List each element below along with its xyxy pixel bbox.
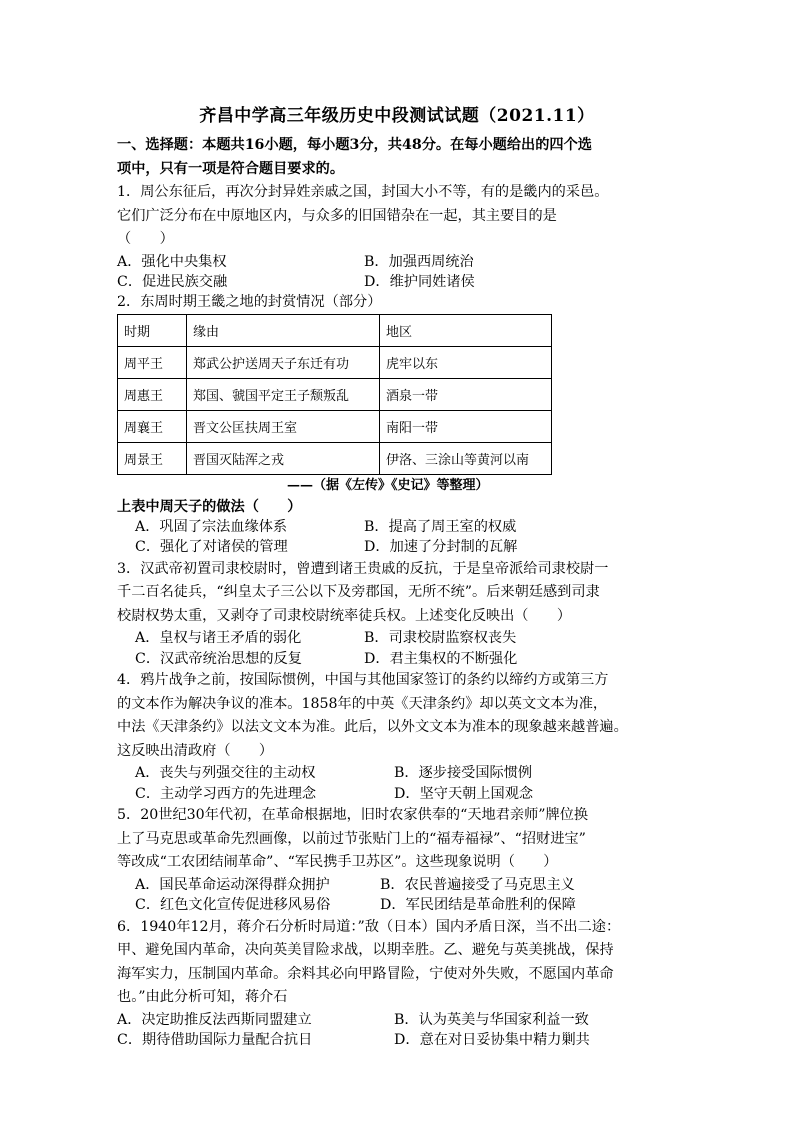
question-stem: 的文本作为解决争议的准本。1858年的中英《天津条约》却以英文文本为准， — [117, 695, 608, 712]
question-1 — [117, 181, 677, 293]
options — [117, 875, 677, 916]
option-a: A．决定助推反法西斯同盟建立 — [117, 1011, 312, 1028]
option-a: A．丧失与列强交往的主动权 — [135, 765, 316, 781]
options — [117, 628, 677, 669]
question-stem: 1．周公东征后，再次分封异姓亲戚之国，封国大小不等，有的是畿内的采邑。 — [117, 184, 609, 200]
table-cell: 周景王 — [118, 442, 187, 474]
question-5 — [117, 804, 677, 916]
option-b: B．提高了周王室的权威 — [364, 518, 517, 535]
question-4 — [117, 669, 677, 804]
question-stem: 4．鸦片战争之前，按国际惯例，中国与其他国家签订的条约以缔约方或第三方 — [117, 672, 609, 688]
table-row — [118, 346, 552, 378]
option-a: A．皇权与诸王矛盾的弱化 — [135, 630, 302, 646]
option-d: D．君主集权的不断强化 — [364, 650, 518, 667]
question-stem: 海军实力，压制国内革命。余料其必向甲路冒险，宁使对外失败，不愿国内革命 — [117, 965, 614, 982]
table-row — [118, 442, 552, 474]
exam-title: 齐昌中学高三年级历史中段测试试题（2021.11） — [199, 106, 595, 126]
option-c: C．主动学习西方的先进理念 — [135, 785, 317, 802]
question-stem: 千二百名徒兵，“纠皇太子三公以下及旁郡国，无所不统”。后来朝廷感到司隶 — [117, 584, 600, 600]
table-cell: 虎牢以东 — [380, 346, 552, 378]
option-b: B．认为英美与华国家利益一致 — [394, 1011, 589, 1028]
table-cell: 晋文公匡扶周王室 — [187, 410, 380, 442]
option-c: C．促进民族交融 — [117, 274, 228, 290]
table-cell: 郑武公护送周天子东迁有功 — [187, 346, 380, 378]
section-heading-line: 项中，只有一项是符合题目要求的。 — [117, 160, 345, 177]
question-stem: 它们广泛分布在中原地区内，与众多的旧国错杂在一起，其主要目的是 — [117, 207, 557, 224]
table-cell: 酒泉一带 — [380, 378, 552, 410]
option-c: C．汉武帝统治思想的反复 — [135, 650, 302, 667]
question-stem: 等改成“工农团结闹革命”、“军民携手卫苏区”。这些现象说明（ ） — [117, 854, 558, 870]
question-stem: 这反映出清政府（ ） — [117, 742, 274, 759]
answer-blank: （ ） — [117, 231, 174, 247]
section-heading-line: 一、选择题：本题共16小题，每小题3分，共48分。在每小题给出的四个选 — [117, 137, 592, 153]
question-2 — [117, 293, 677, 558]
table-cell: 晋国灭陆浑之戎 — [187, 442, 380, 474]
option-d: D．坚守天朝上国观念 — [394, 785, 534, 802]
section-heading — [117, 134, 677, 181]
option-b: B．司隶校尉监察权丧失 — [364, 630, 517, 646]
option-c: C．红色文化宣传促进移风易俗 — [135, 897, 331, 913]
table-row — [118, 378, 552, 410]
table-cell: 周襄王 — [118, 410, 187, 442]
table-cell: 郑国、虢国平定王子颓叛乱 — [187, 378, 380, 410]
exam-page — [117, 104, 677, 1051]
question-stem: 上了马克思或革命先烈画像，以前过节张贴门上的“福寿福禄”、“招财进宝” — [117, 830, 586, 847]
option-a: A．巩固了宗法血缘体系 — [135, 518, 288, 535]
question-6 — [117, 916, 677, 1051]
table-source: ——（据《左传》《史记》等整理） — [287, 477, 489, 493]
option-a: A．国民革命运动深得群众拥护 — [135, 876, 330, 893]
table-header-row — [118, 314, 552, 346]
question-stem: 校尉权势太重，又剥夺了司隶校尉统率徒兵权。上述变化反映出（ ） — [117, 607, 572, 624]
table-header: 缘由 — [187, 314, 380, 346]
option-c: C．强化了对诸侯的管理 — [135, 539, 288, 555]
question-stem: 5．20世纪30年代初，在革命根据地，旧时农家供奉的“天地君亲师”牌位换 — [117, 807, 589, 823]
options — [117, 1010, 677, 1051]
option-c: C．期待借助国际力量配合抗日 — [117, 1032, 313, 1048]
option-b: B．逐步接受国际惯例 — [394, 765, 533, 781]
question-prompt: 上表中周天子的做法（ ） — [117, 498, 302, 515]
option-d: D．军民团结是革命胜利的保障 — [380, 897, 576, 913]
table-cell: 周平王 — [118, 346, 187, 378]
options — [117, 517, 677, 558]
question-stem: 中法《天津条约》以法文文本为准。此后，以外文文本为准本的现象越来越普遍。 — [117, 719, 628, 735]
table-cell: 南阳一带 — [380, 410, 552, 442]
question-stem: 2．东周时期王畿之地的封赏情况（部分） — [117, 293, 382, 310]
question-stem: 3．汉武帝初置司隶校尉时，曾遭到诸王贵戚的反抗，于是皇帝派给司隶校尉一 — [117, 560, 609, 577]
options — [117, 763, 677, 804]
option-b: B．加强西周统治 — [364, 253, 474, 270]
option-d: D．意在对日妥协集中精力剿共 — [394, 1032, 590, 1048]
table-cell: 周惠王 — [118, 378, 187, 410]
fief-table — [117, 314, 552, 475]
option-d: D．加速了分封制的瓦解 — [364, 539, 518, 555]
option-d: D．维护同姓诸侯 — [364, 274, 475, 290]
question-3 — [117, 558, 677, 670]
option-a: A．强化中央集权 — [117, 253, 227, 270]
question-stem: 也。”由此分析可知，蒋介石 — [117, 989, 288, 1005]
table-header: 地区 — [380, 314, 552, 346]
table-row — [118, 410, 552, 442]
table-cell: 伊洛、三涂山等黄河以南 — [380, 442, 552, 474]
option-b: B．农民普遍接受了马克思主义 — [380, 876, 575, 893]
question-stem: 6．1940年12月，蒋介石分析时局道：”敌（日本）国内矛盾日深，当不出二途： — [117, 918, 621, 935]
question-stem: 甲、避免国内革命，决向英美冒险求战，以期幸胜。乙、避免与英美挑战，保持 — [117, 942, 614, 958]
options — [117, 252, 677, 293]
table-header: 时期 — [118, 314, 187, 346]
